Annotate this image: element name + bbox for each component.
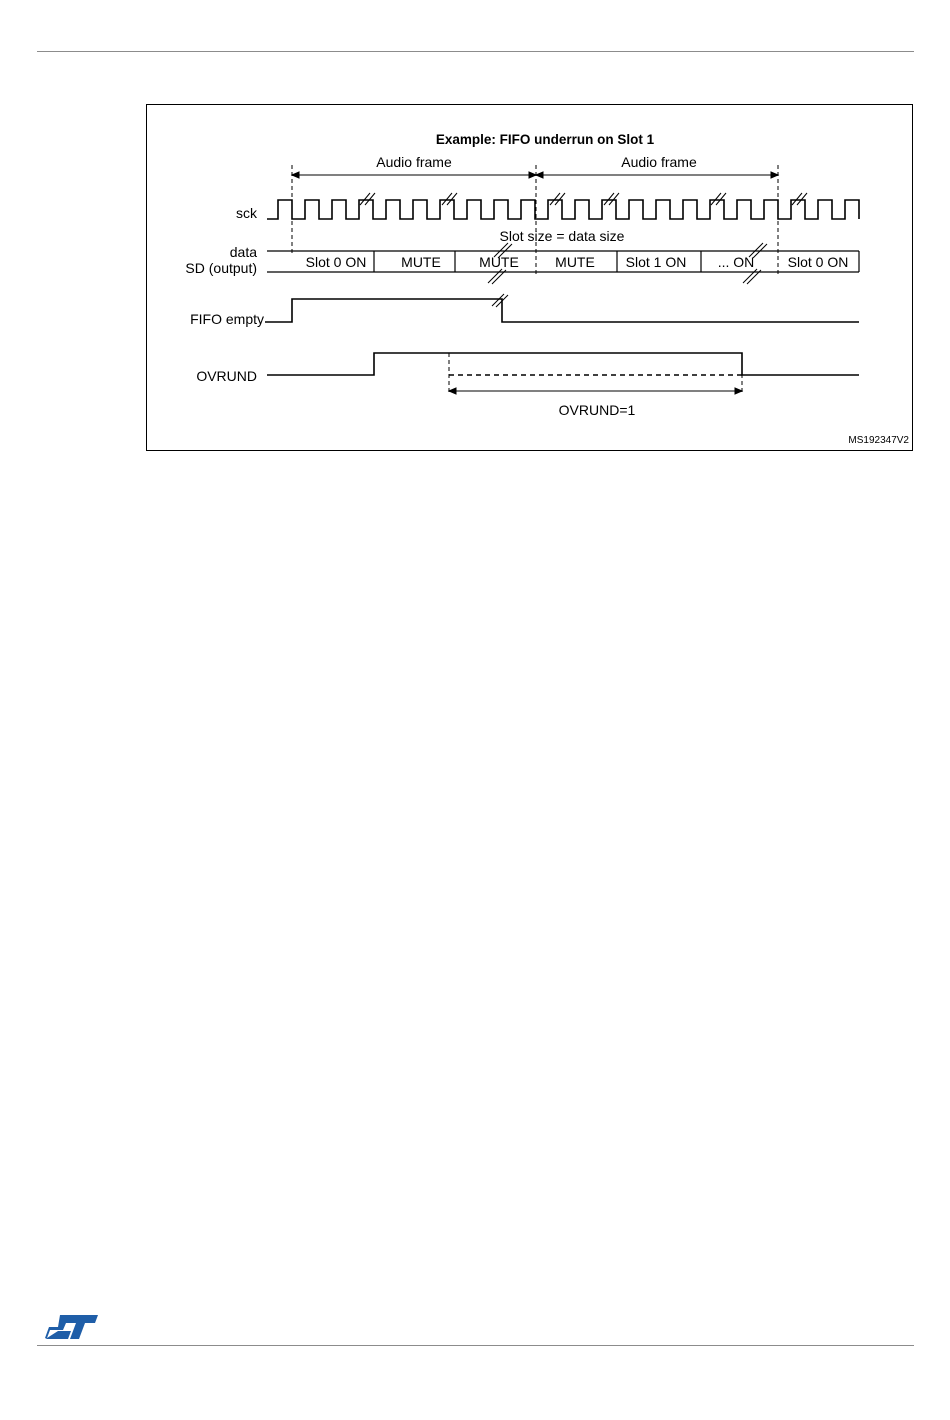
slot-label: Slot 0 ON [787,254,849,270]
timing-diagram-figure [146,104,913,451]
slot-label: MUTE [401,254,441,270]
diagram-title: Example: FIFO underrun on Slot 1 [435,132,655,147]
slot-label: Slot 1 ON [625,254,687,270]
timing-diagram [147,105,914,452]
fifo-empty-waveform [265,299,859,322]
signal-label-ovrund: OVRUND [196,368,257,384]
audio-frame-label-2: Audio frame [621,154,697,170]
slot-label: ... ON [717,254,755,270]
ovrund-waveform [267,353,859,375]
ovrund-span-arrow [449,388,742,394]
fifo-break-marks [492,294,508,307]
signal-label-sd-output: SD (output) [185,260,257,276]
signal-label-data: data [229,244,257,260]
st-logo-icon [44,1314,100,1345]
signal-label-fifo-empty: FIFO empty [190,311,264,327]
slot-label: MUTE [555,254,595,270]
audio-frame-arrows [292,172,778,178]
signal-label-sck: sck [236,205,257,221]
figure-id: MS192347V2 [848,435,909,446]
slot-label: Slot 0 ON [305,254,367,270]
header-rule [37,51,914,52]
ovrund-span-label: OVRUND=1 [558,402,636,418]
slot-size-note: Slot size = data size [499,228,625,244]
footer-rule [37,1345,914,1346]
slot-label: MUTE [479,254,519,270]
sck-waveform [267,200,859,219]
audio-frame-label-1: Audio frame [376,154,452,170]
